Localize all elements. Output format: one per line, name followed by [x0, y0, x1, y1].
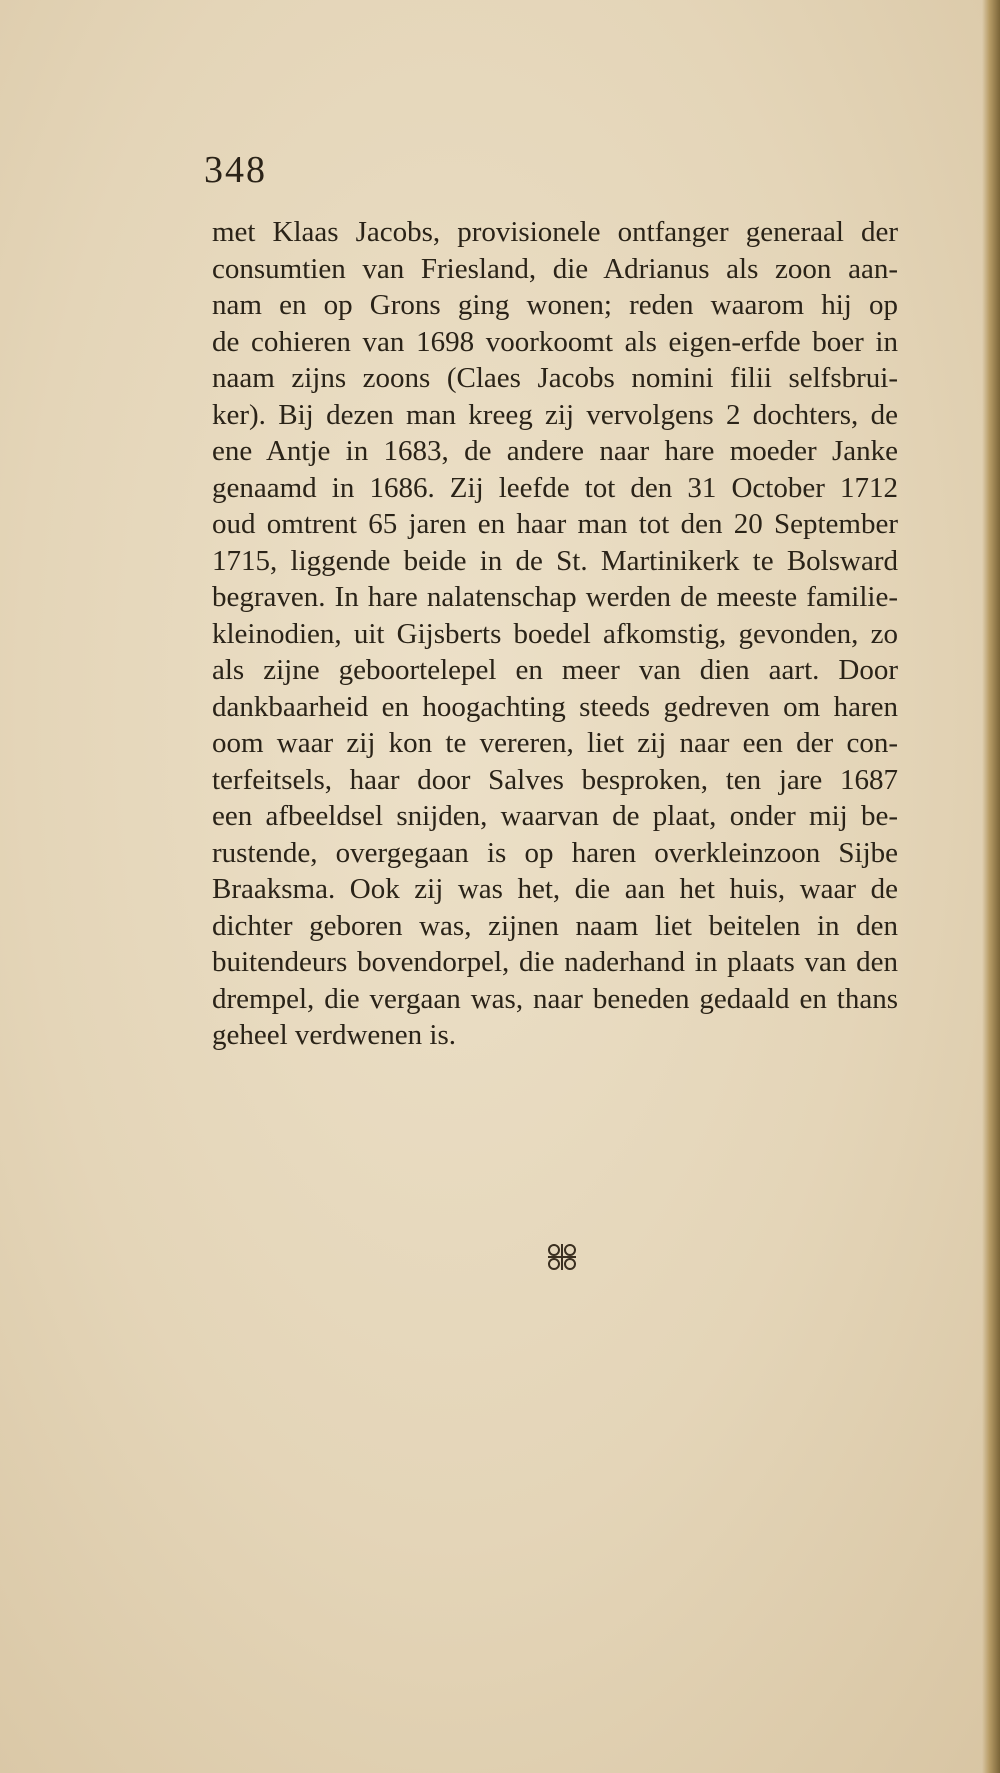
text-line: rustende, overgegaan is op haren overkleinzoon Sijbe [212, 836, 898, 869]
text-line: ker). Bij dezen man kreeg zij vervolgens 2 dochters, de [212, 398, 898, 431]
text-line: dankbaarheid en hoogachting steeds gedreven om haren [212, 690, 898, 723]
text-line: ene Antje in 1683, de andere naar hare moeder Janke [212, 435, 898, 467]
text-line: 1715, liggende beide in de St. Martinikerk te Bolsward [212, 544, 898, 577]
text-line: consumtien van Friesland, die Adrianus als zoon aan- [212, 252, 898, 285]
printers-flower-ornament-icon [540, 1240, 584, 1274]
page-number: 348 [204, 149, 267, 191]
text-line: een afbeeldsel snijden, waarvan de plaat, onder mij be- [212, 800, 898, 832]
text-line: terfeitsels, haar door Salves besproken, ten jare 1687 [212, 763, 898, 796]
text-line: geheel verdwenen is. [212, 1019, 456, 1051]
text-line: drempel, die vergaan was, naar beneden gedaald en thans [212, 982, 898, 1015]
text-line: naam zijns zoons (Claes Jacobs nomini filii selfsbrui- [212, 362, 898, 394]
page-edge-shadow [982, 0, 1000, 1773]
text-line: oud omtrent 65 jaren en haar man tot den 20 September [212, 508, 898, 540]
text-line: buitendeurs bovendorpel, die naderhand in plaats van den [212, 946, 898, 978]
text-line: dichter geboren was, zijnen naam liet beitelen in den [212, 909, 898, 942]
text-line: als zijne geboortelepel en meer van dien aart. Door [212, 654, 898, 686]
text-line: Braaksma. Ook zij was het, die aan het huis, waar de [212, 873, 898, 905]
text-line: kleinodien, uit Gijsberts boedel afkomstig, gevonden, zo [212, 617, 898, 650]
text-line: de cohieren van 1698 voorkoomt als eigen-erfde boer in [212, 325, 898, 358]
body-text [212, 214, 898, 1054]
text-line: genaamd in 1686. Zij leefde tot den 31 October 1712 [212, 471, 898, 504]
text-line: nam en op Grons ging wonen; reden waarom hij op [212, 289, 898, 321]
text-line: begraven. In hare nalatenschap werden de meeste familie- [212, 581, 898, 613]
text-line: met Klaas Jacobs, provisionele ontfanger generaal der [212, 216, 898, 248]
text-line: oom waar zij kon te vereren, liet zij naar een der con- [212, 727, 898, 759]
